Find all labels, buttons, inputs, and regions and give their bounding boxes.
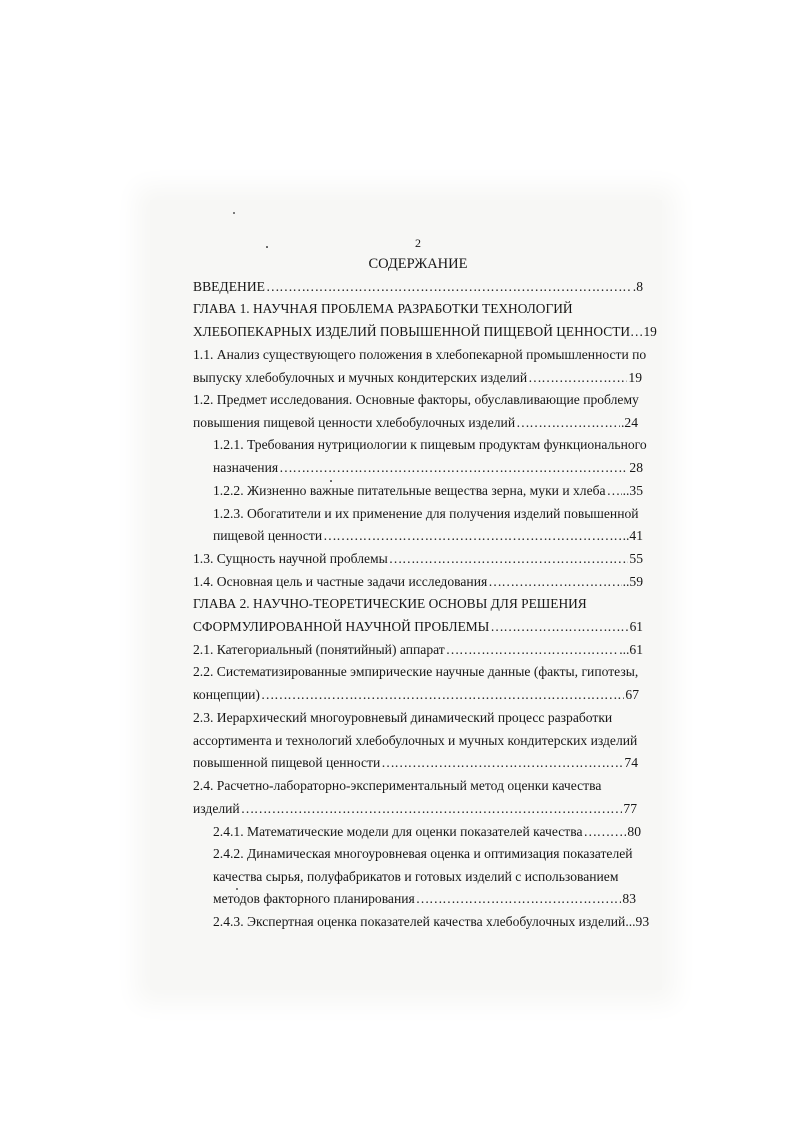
toc-entry-text: 1.4. Основная цель и частные задачи исследования [193,574,488,589]
toc-line: качества сырья, полуфабрикатов и готовых изделий с использованием [213,869,619,884]
toc-line: 2.4.3. Экспертная оценка показателей качества хлебобулочных изделий...93 [213,914,650,929]
toc-line [193,618,643,636]
toc-entry-text: 2.4.1. Математические модели для оценки показателей качества [213,824,583,839]
toc-line [193,369,642,387]
toc-leader-dots [490,618,628,636]
toc-line: ХЛЕБОПЕКАРНЫХ ИЗДЕЛИЙ ПОВЫШЕННОЙ ПИЩЕВОЙ ЦЕННОСТИ…19 [193,324,657,339]
toc-entry-text: СФОРМУЛИРОВАННОЙ НАУЧНОЙ ПРОБЛЕМЫ [193,619,490,634]
toc-leader-dots [279,459,628,477]
toc-line: 1.2. Предмет исследования. Основные факторы, обуславливающие проблему [193,392,639,407]
toc-entry-text: методов факторного планирования [213,891,415,906]
toc-entry-page: 80 [627,824,641,839]
toc-leader-dots [323,527,622,545]
toc-entry-page: .8 [632,279,643,294]
toc-entry-text: повышенной пищевой ценности [193,755,381,770]
toc-leader-dots [261,686,624,704]
toc-line [213,482,643,500]
toc-entry-text: ВВЕДЕНИЕ [193,279,265,294]
toc-entry-page: ...61 [619,642,643,657]
toc-entry-page: 19 [628,370,642,385]
toc-line: ГЛАВА 1. НАУЧНАЯ ПРОБЛЕМА РАЗРАБОТКИ ТЕХНОЛОГИЙ [193,301,573,316]
toc-line [193,550,643,568]
toc-entry-text: концепции) [193,687,260,702]
toc-leader-dots [416,890,622,908]
toc-entry-page: 77 [623,801,637,816]
toc-entry-text: повышения пищевой ценности хлебобулочных изделий [193,415,516,430]
toc-entry-page: ..35 [622,483,643,498]
toc-line: ассортимента и технологий хлебобулочных и мучных кондитерских изделий [193,733,638,748]
toc-line: 2.2. Систематизированные эмпирические научные данные (факты, гипотезы, [193,664,639,679]
toc-line [193,754,638,772]
toc-line: 2.3. Иерархический многоуровневый динамический процесс разработки [193,710,613,725]
toc-line [193,686,639,704]
scan-speck [233,212,235,214]
toc-entry-page: ..41 [622,528,643,543]
toc-entry-text: выпуску хлебобулочных и мучных кондитерских изделий [193,370,528,385]
scan-speck [266,246,268,248]
toc-entry-page: 67 [625,687,639,702]
contents-title: СОДЕРЖАНИЕ [368,256,468,272]
toc-leader-dots [607,482,622,500]
toc-entry-page: ..59 [622,574,643,589]
toc-leader-dots [241,800,623,818]
toc-entry-text: 2.1. Категориальный (понятийный) аппарат [193,642,445,657]
toc-line [193,278,643,296]
toc-entry-page: 28 [629,460,643,475]
toc-line: 2.4. Расчетно-лабораторно-экспериментальный метод оценки качества [193,778,602,793]
toc-entry-text: изделий [193,801,240,816]
toc-line [213,823,641,841]
toc-line: 1.1. Анализ существующего положения в хлебопекарной промышленности по [193,347,647,362]
toc-line [213,890,636,908]
toc-leader-dots [266,278,632,296]
toc-leader-dots [516,414,620,432]
toc-leader-dots [583,823,626,841]
toc-leader-dots [528,369,627,387]
toc-entry-page: 74 [624,755,638,770]
toc-line: 2.4.2. Динамическая многоуровневая оценка и оптимизация показателей [213,846,633,861]
toc-leader-dots [446,641,618,659]
toc-entry-page: 83 [622,891,636,906]
toc-entry-page: 61 [629,619,643,634]
toc-line [193,414,638,432]
toc-entry-text: пищевой ценности [213,528,323,543]
toc-leader-dots [488,573,621,591]
toc-entry-page: 55 [629,551,643,566]
toc-line: ГЛАВА 2. НАУЧНО-ТЕОРЕТИЧЕСКИЕ ОСНОВЫ ДЛЯ РЕШЕНИЯ [193,596,587,611]
toc-entry-text: 1.2.2. Жизненно важные питательные вещества зерна, муки и хлеба [213,483,606,498]
toc-leader-dots [381,754,623,772]
toc-line: 1.2.3. Обогатители и их применение для получения изделий повышенной [213,506,639,521]
toc-line [193,573,643,591]
toc-entry-page: .24 [621,415,638,430]
toc-entry-text: назначения [213,460,279,475]
page-number: 2 [415,236,421,250]
toc-line [213,527,643,545]
toc-line [193,800,637,818]
toc-line [193,641,643,659]
toc-leader-dots [389,550,629,568]
toc-entry-text: 1.3. Сущность научной проблемы [193,551,388,566]
toc-line: 1.2.1. Требования нутрициологии к пищевым продуктам функционального [213,437,647,452]
toc-line [213,459,643,477]
